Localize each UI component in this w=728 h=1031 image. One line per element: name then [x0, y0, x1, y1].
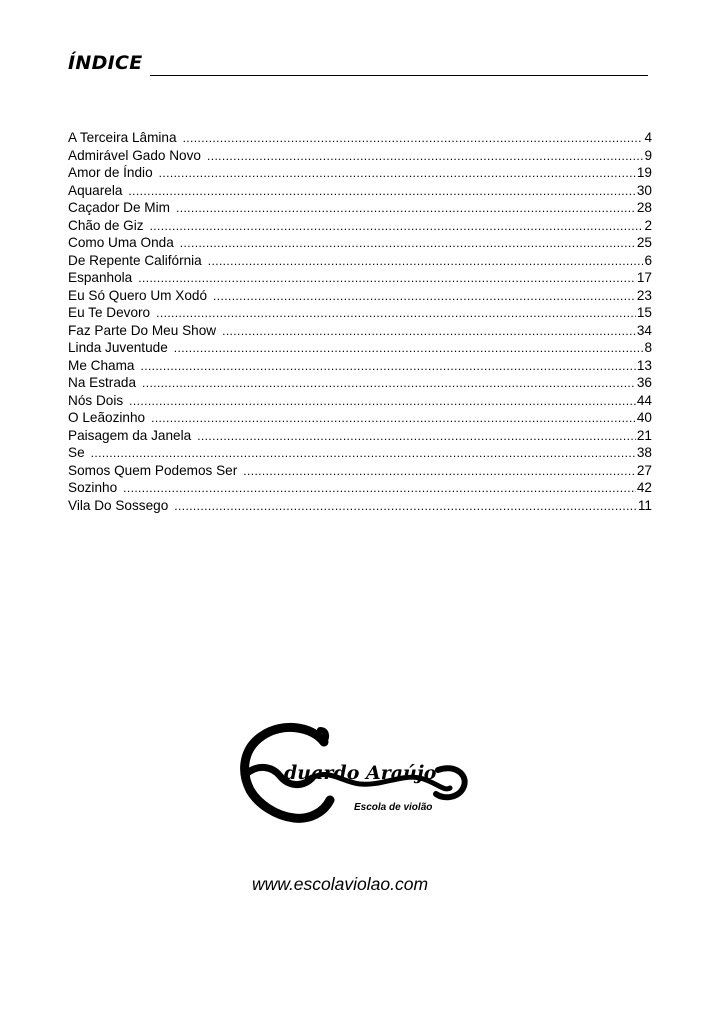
toc-entry-title: Faz Parte Do Meu Show: [68, 322, 217, 338]
toc-entry-page: 19: [636, 165, 652, 180]
toc-entry-title: Paisagem da Janela: [68, 427, 192, 443]
toc-entry-title: Nós Dois: [68, 392, 124, 408]
eduardo-araujo-logo: [232, 712, 482, 832]
toc-dot-leader: [156, 305, 636, 323]
toc-dot-leader: [142, 375, 636, 393]
toc-entry: [68, 252, 652, 270]
toc-entry-title: Espanhola: [68, 270, 133, 285]
toc-entry-title: Caçador De Mim: [68, 200, 170, 215]
toc-dot-leader: [150, 218, 644, 236]
toc-entry-title: Eu Só Quero Um Xodó: [68, 287, 208, 303]
toc-entry-title: De Repente Califórnia: [68, 252, 202, 268]
toc-entry-page: 11: [637, 497, 652, 513]
toc-entry: [68, 339, 652, 357]
toc-entry-page: 4: [644, 130, 652, 145]
toc-entry: [68, 164, 652, 182]
toc-entry-title: Amor de Índio: [68, 165, 153, 180]
toc-entry-page: 44: [636, 392, 652, 408]
toc-entry: [68, 304, 652, 322]
guitar-logo-icon: [232, 712, 482, 832]
toc-dot-leader: [151, 410, 636, 428]
toc-dot-leader: [91, 445, 636, 463]
toc-entry-page: 42: [636, 480, 652, 495]
toc-entry-title: Eu Te Devoro: [68, 305, 151, 320]
toc-entry: [68, 392, 652, 410]
toc-entry: [68, 479, 652, 497]
toc-entry: [68, 199, 652, 217]
logo-tagline: Escola de violão: [354, 802, 433, 813]
toc-entry-title: Linda Juventude: [68, 340, 168, 355]
toc-dot-leader: [174, 340, 644, 358]
toc-entry: [68, 287, 652, 305]
toc-entry: [68, 444, 652, 462]
toc-entry: [68, 129, 652, 147]
toc-entry-page: 21: [636, 427, 652, 443]
toc-dot-leader: [174, 498, 637, 516]
toc-entry-title: Na Estrada: [68, 375, 137, 390]
toc-entry-page: 27: [636, 462, 652, 478]
toc-entry: [68, 147, 652, 165]
toc-dot-leader: [243, 463, 636, 481]
toc-entry: [68, 462, 652, 480]
toc-dot-leader: [197, 428, 636, 446]
toc-entry-title: A Terceira Lâmina: [68, 130, 177, 145]
toc-entry-page: 40: [636, 410, 652, 425]
toc-dot-leader: [123, 480, 636, 498]
toc-entry-page: 15: [636, 305, 652, 320]
toc-entry-page: 9: [644, 147, 652, 163]
toc-entry: [68, 357, 652, 375]
toc-entry: [68, 234, 652, 252]
header-rule: [150, 75, 648, 76]
toc-entry-title: Chão de Giz: [68, 217, 144, 233]
toc-dot-leader: [140, 358, 635, 376]
toc-entry: [68, 182, 652, 200]
toc-dot-leader: [129, 393, 636, 411]
toc-entry-page: 28: [636, 200, 652, 215]
toc-entry-page: 25: [636, 235, 652, 250]
toc-entry-page: 36: [636, 375, 652, 390]
toc-dot-leader: [222, 323, 636, 341]
toc-dot-leader: [159, 165, 636, 183]
toc-entry: [68, 497, 652, 515]
index-header: [68, 50, 648, 80]
toc-entry: [68, 322, 652, 340]
toc-entry-title: Me Chama: [68, 357, 135, 373]
toc-entry-title: Sozinho: [68, 480, 118, 495]
toc-entry: [68, 374, 652, 392]
toc-entry-title: Vila Do Sossego: [68, 497, 169, 513]
toc-dot-leader: [176, 200, 636, 218]
toc-entry-page: 23: [636, 287, 652, 303]
toc-entry-title: Somos Quem Podemos Ser: [68, 462, 238, 478]
toc-entry-title: Aquarela: [68, 182, 123, 198]
toc-entry: [68, 409, 652, 427]
toc-dot-leader: [128, 183, 635, 201]
toc-entry-page: 8: [644, 340, 652, 355]
toc-dot-leader: [138, 270, 636, 288]
toc-entry-page: 17: [636, 270, 652, 285]
toc-entry: [68, 217, 652, 235]
toc-entry-title: Como Uma Onda: [68, 235, 174, 250]
toc-entry-page: 30: [636, 182, 652, 198]
toc-entry-page: 2: [644, 217, 652, 233]
toc-entry-page: 34: [636, 322, 652, 338]
toc-entry-page: 13: [636, 357, 652, 373]
page-title: ÍNDICE: [68, 52, 143, 74]
website-url: www.escolaviolao.com: [252, 874, 429, 894]
toc-entry: [68, 269, 652, 287]
toc-entry: [68, 427, 652, 445]
logo-name: duardo Araújo: [284, 762, 437, 784]
toc-entry-title: Admirável Gado Novo: [68, 147, 201, 163]
toc-dot-leader: [207, 148, 643, 166]
toc-entry-title: O Leãozinho: [68, 410, 146, 425]
toc-entry-page: 38: [636, 445, 652, 460]
toc-dot-leader: [213, 288, 636, 306]
toc-dot-leader: [183, 130, 644, 148]
toc-entry-title: Se: [68, 445, 85, 460]
table-of-contents: [68, 129, 652, 514]
toc-entry-page: 6: [644, 252, 652, 268]
toc-dot-leader: [180, 235, 636, 253]
toc-dot-leader: [208, 253, 644, 271]
